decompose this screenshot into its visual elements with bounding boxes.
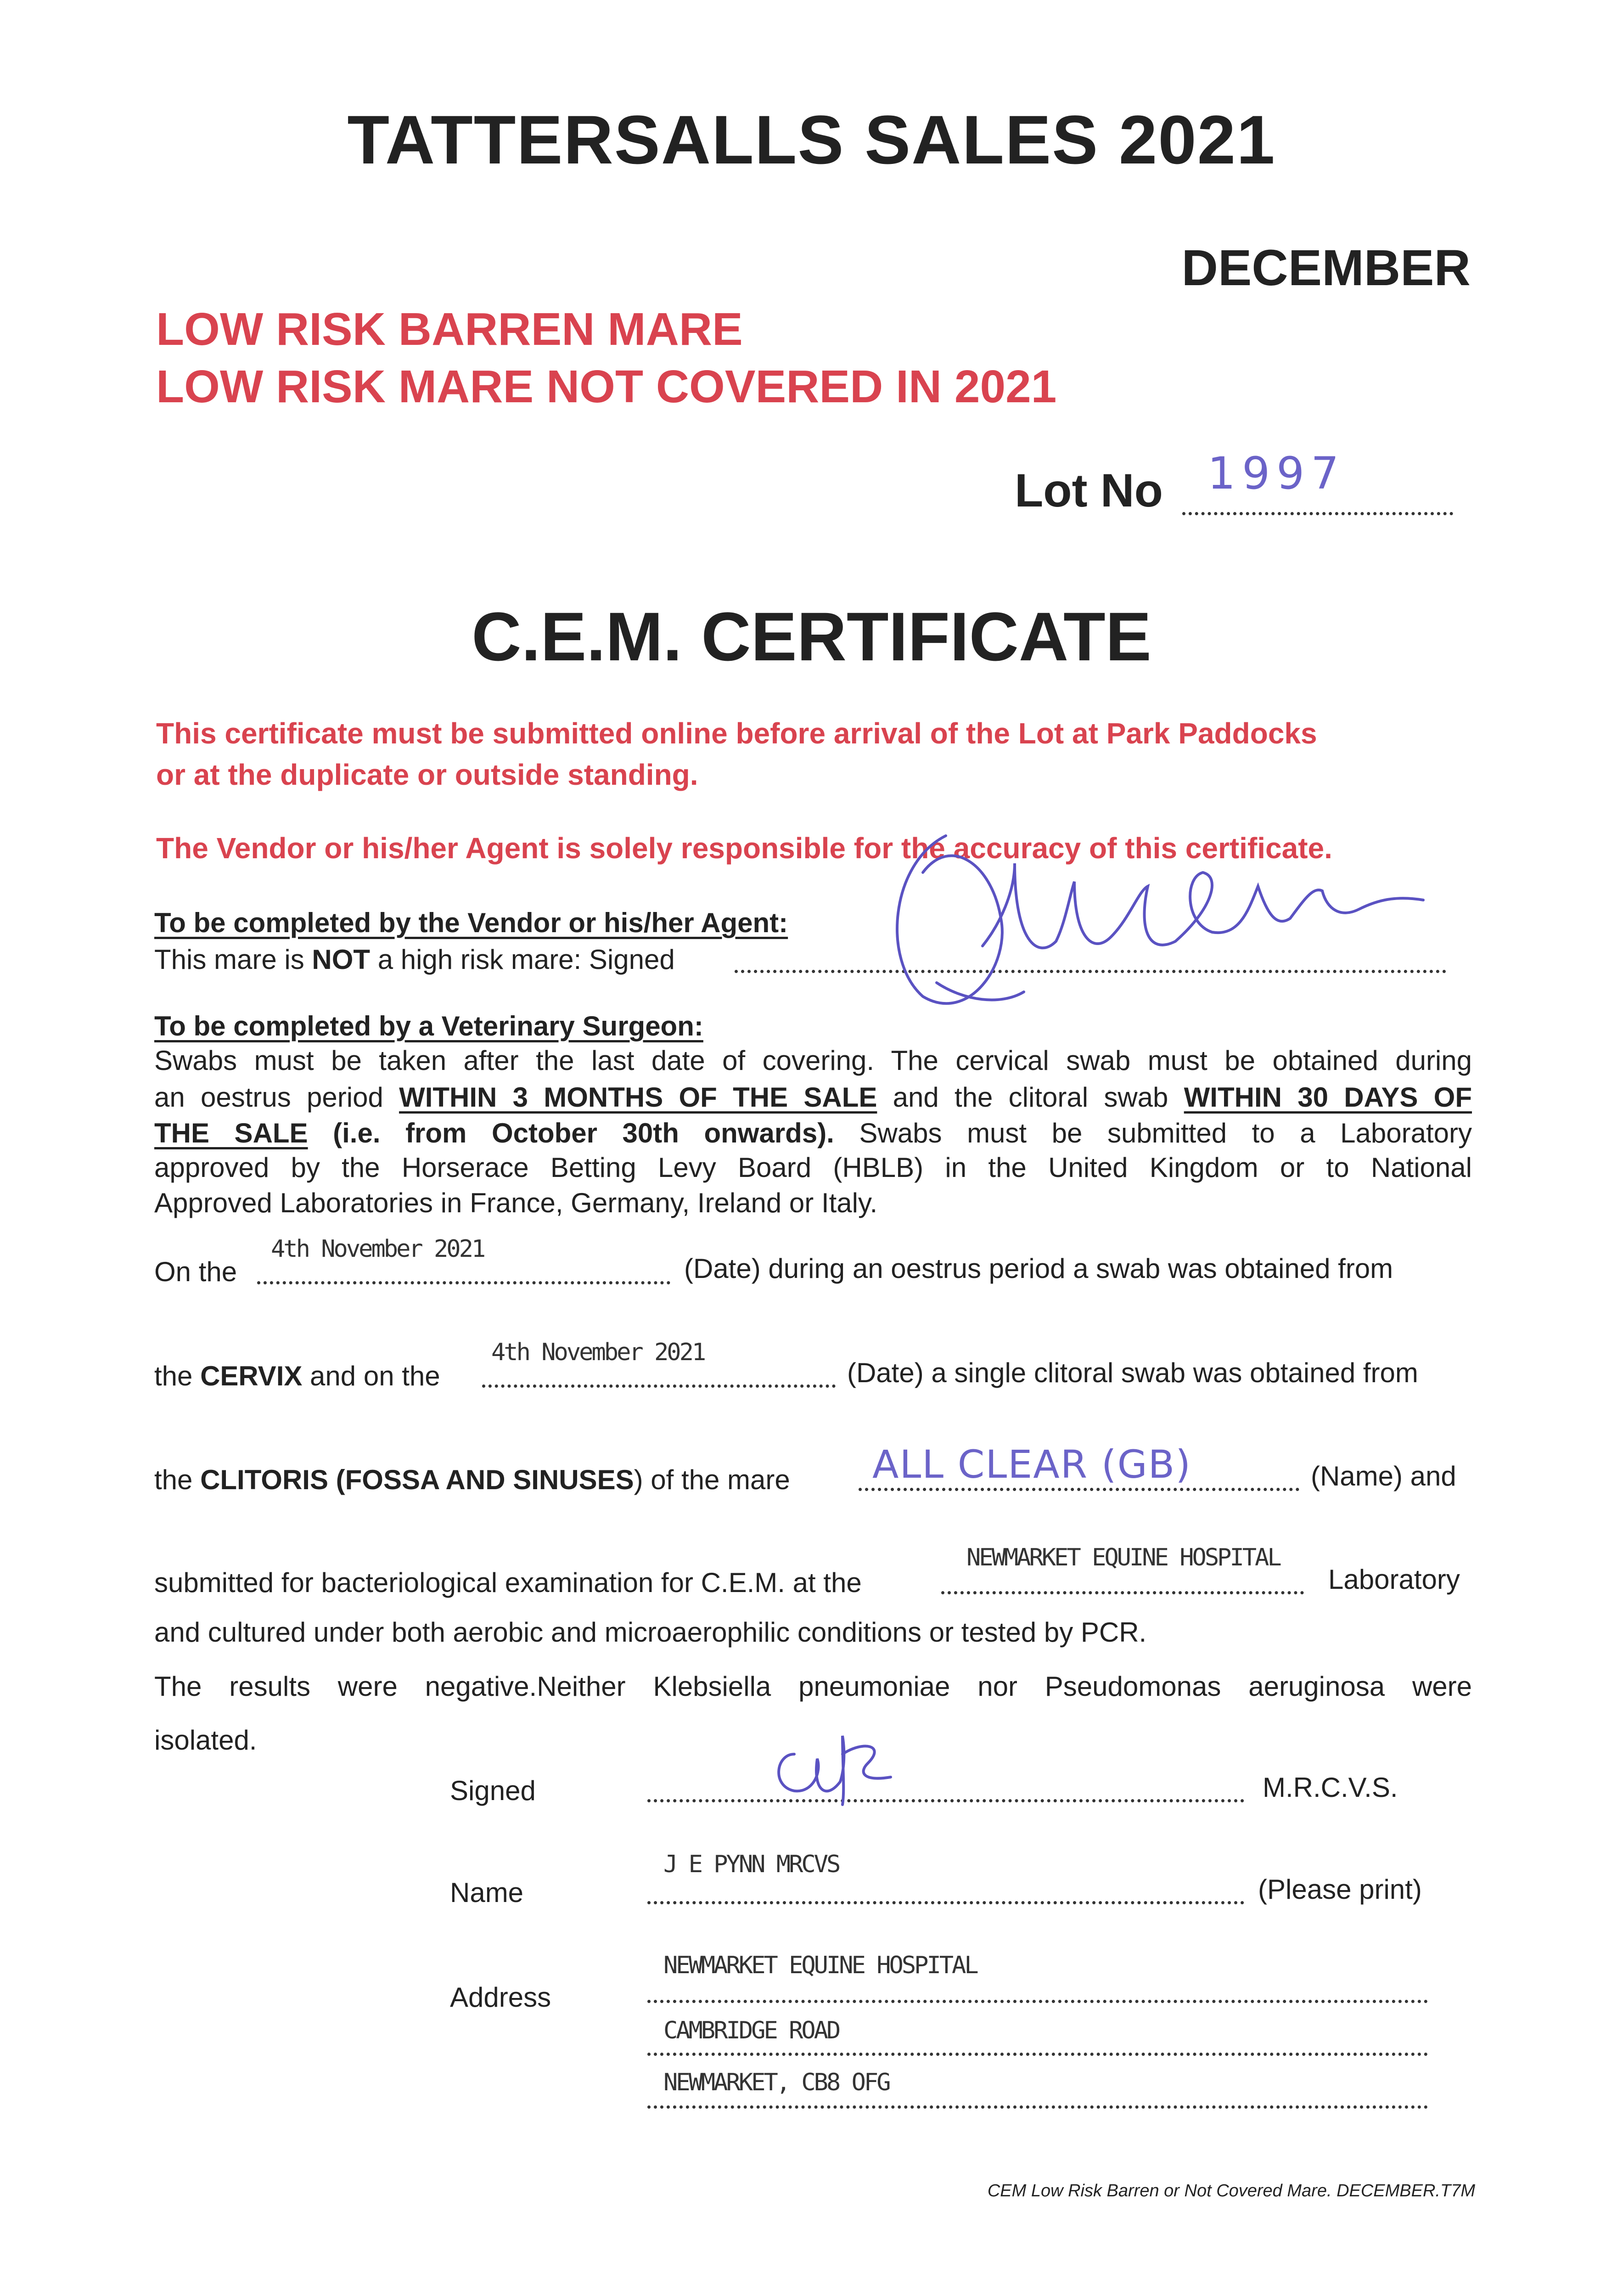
results-text [154, 1671, 1472, 1702]
vendor-signature [863, 808, 1460, 1029]
address-line-3: NEWMARKET, CB8 OFG [663, 2069, 889, 2096]
address-line-3-dots [647, 2105, 1428, 2109]
vet-line-3a: THE SALE [154, 1118, 308, 1148]
vendor-text-before: This mare is [154, 944, 312, 975]
lot-number-label: Lot No [1015, 464, 1163, 517]
risk-category-2: LOW RISK MARE NOT COVERED IN 2021 [156, 361, 1057, 412]
vet-line-3b: (i.e. from October 30th onwards). [308, 1118, 834, 1148]
address-line-2-dots [647, 2053, 1428, 2056]
cultured-text: and cultured under both aerobic and microaerophilic conditions or tested by PCR. [154, 1617, 1147, 1648]
cervix-swab-date: 4th November 2021 [271, 1235, 484, 1263]
laboratory-label: Laboratory [1328, 1564, 1460, 1595]
clitoral-date-line [482, 1384, 836, 1388]
lot-number-dotted-line [1182, 512, 1453, 515]
vet-name: J E PYNN MRCVS [663, 1851, 839, 1878]
mare-name-handwritten: ALL CLEAR (GB) [872, 1442, 1192, 1487]
the-label: the [154, 1361, 201, 1391]
responsibility-notice: The Vendor or his/her Agent is solely responsible for the accuracy of this certificate. [156, 832, 1332, 865]
please-print-label: (Please print) [1258, 1874, 1422, 1905]
vendor-text-not: NOT [312, 944, 371, 975]
vet-signature-line [647, 1799, 1244, 1802]
mare-name-line [859, 1488, 1299, 1491]
of-the-mare-label: ) of the mare [634, 1464, 790, 1495]
laboratory-name: NEWMARKET EQUINE HOSPITAL [966, 1544, 1280, 1571]
vendor-text-after: a high risk mare: Signed [370, 944, 675, 975]
lot-number-handwritten: 1997 [1207, 448, 1346, 499]
address-line-1-dots [647, 2000, 1428, 2003]
vet-line-2c: and the clitoral swab [877, 1082, 1184, 1113]
vet-name-label: Name [450, 1877, 524, 1908]
risk-category-1: LOW RISK BARREN MARE [156, 304, 743, 355]
vet-signature [758, 1727, 923, 1809]
vet-instructions-line-1: Swabs must be taken after the last date of covering. The cervical swab must be obtained during [154, 1045, 1472, 1076]
vet-signed-label: Signed [450, 1775, 536, 1806]
on-the-label: On the [154, 1256, 237, 1287]
vet-instructions-line-5: Approved Laboratories in France, Germany, Ireland or Italy. [154, 1187, 878, 1218]
results-text-a: The results were negative. [154, 1671, 537, 1702]
date-oestrus-text: (Date) during an oestrus period a swab was obtained from [684, 1253, 1393, 1284]
vet-section-heading: To be completed by a Veterinary Surgeon: [154, 1011, 703, 1041]
clitoris-line [154, 1464, 790, 1496]
vet-line-2d: WITHIN 30 DAYS OF [1184, 1082, 1472, 1113]
clitoral-swab-date: 4th November 2021 [491, 1339, 705, 1366]
address-line-2: CAMBRIDGE ROAD [663, 2017, 839, 2044]
vet-line-2b: WITHIN 3 MONTHS OF THE SALE [399, 1082, 877, 1113]
submission-notice-line-2: or at the duplicate or outside standing. [156, 758, 698, 791]
form-reference-footer: CEM Low Risk Barren or Not Covered Mare. DECEMBER.T7M [987, 2181, 1475, 2200]
laboratory-line [941, 1591, 1304, 1594]
vendor-declaration [154, 944, 675, 975]
submitted-text: submitted for bacteriological examination for C.E.M. at the [154, 1567, 862, 1598]
certificate-title: C.E.M. CERTIFICATE [472, 598, 1151, 675]
and-on-the-label: and on the [302, 1361, 440, 1391]
cervix-date-line [257, 1281, 670, 1284]
isolated-text: isolated. [154, 1725, 257, 1756]
the-label-2: the [154, 1464, 201, 1495]
cervix-label: CERVIX [200, 1361, 303, 1391]
sale-month: DECEMBER [1181, 240, 1471, 296]
vendor-section-heading: To be completed by the Vendor or his/her Agent: [154, 907, 788, 938]
clitoris-label: CLITORIS (FOSSA AND SINUSES [200, 1464, 634, 1495]
vet-instructions-line-2 [154, 1081, 1472, 1113]
cervix-line [154, 1360, 440, 1392]
vet-name-line [647, 1901, 1244, 1904]
name-and-text: (Name) and [1311, 1461, 1456, 1491]
vet-instructions-line-4: approved by the Horserace Betting Levy Board (HBLB) in the United Kingdom or to National [154, 1152, 1472, 1183]
mrcvs-label: M.R.C.V.S. [1263, 1772, 1398, 1803]
vet-instructions-line-3 [154, 1117, 1472, 1149]
document-title: TATTERSALLS SALES 2021 [347, 101, 1276, 178]
vet-line-2a: an oestrus period [154, 1082, 399, 1113]
address-line-1: NEWMARKET EQUINE HOSPITAL [663, 1952, 977, 1979]
submission-notice-line-1: This certificate must be submitted online before arrival of the Lot at Park Paddocks [156, 717, 1317, 750]
results-text-b: Neither Klebsiella pneumoniae nor Pseudomonas aeruginosa were [537, 1671, 1472, 1702]
address-label: Address [450, 1982, 551, 2013]
date-clitoral-text: (Date) a single clitoral swab was obtained from [847, 1357, 1418, 1388]
vet-line-3c: Swabs must be submitted to a Laboratory [834, 1118, 1472, 1148]
